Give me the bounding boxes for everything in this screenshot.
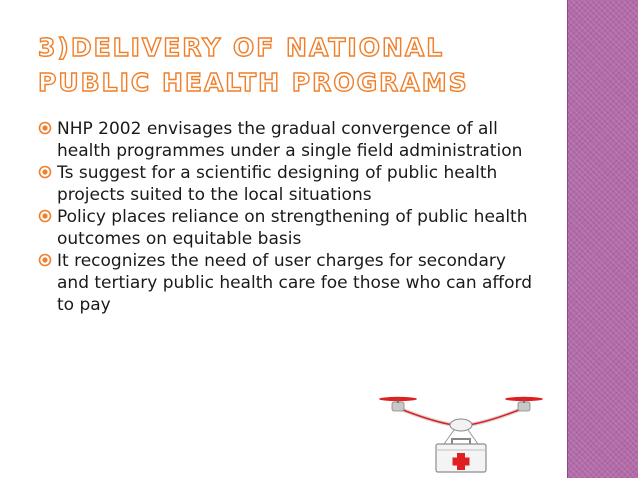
circle-bullet-icon [38, 253, 52, 267]
bullet-item [38, 162, 538, 206]
bullet-item [38, 250, 538, 316]
bullet-text: Ts suggest for a scientific designing of public health projects suited to the local situations [57, 163, 498, 205]
circle-bullet-icon [38, 165, 52, 179]
bullet-list [38, 118, 538, 316]
medical-drone-icon [378, 392, 544, 474]
circle-bullet-icon [38, 209, 52, 223]
bullet-text: It recognizes the need of user charges for secondary and tertiary public health care foe those who can afford to pay [57, 251, 533, 315]
slide-title: 3)DELIVERY OF NATIONAL PUBLIC HEALTH PROGRAMS [38, 33, 469, 97]
bullet-text: NHP 2002 envisages the gradual convergence of all health programmes under a single field administration [57, 119, 523, 161]
bullet-item [38, 206, 538, 250]
circle-bullet-icon [38, 121, 52, 135]
decorative-side-band [567, 0, 638, 478]
bullet-item [38, 118, 538, 162]
bullet-text: Policy places reliance on strengthening of public health outcomes on equitable basis [57, 207, 528, 249]
